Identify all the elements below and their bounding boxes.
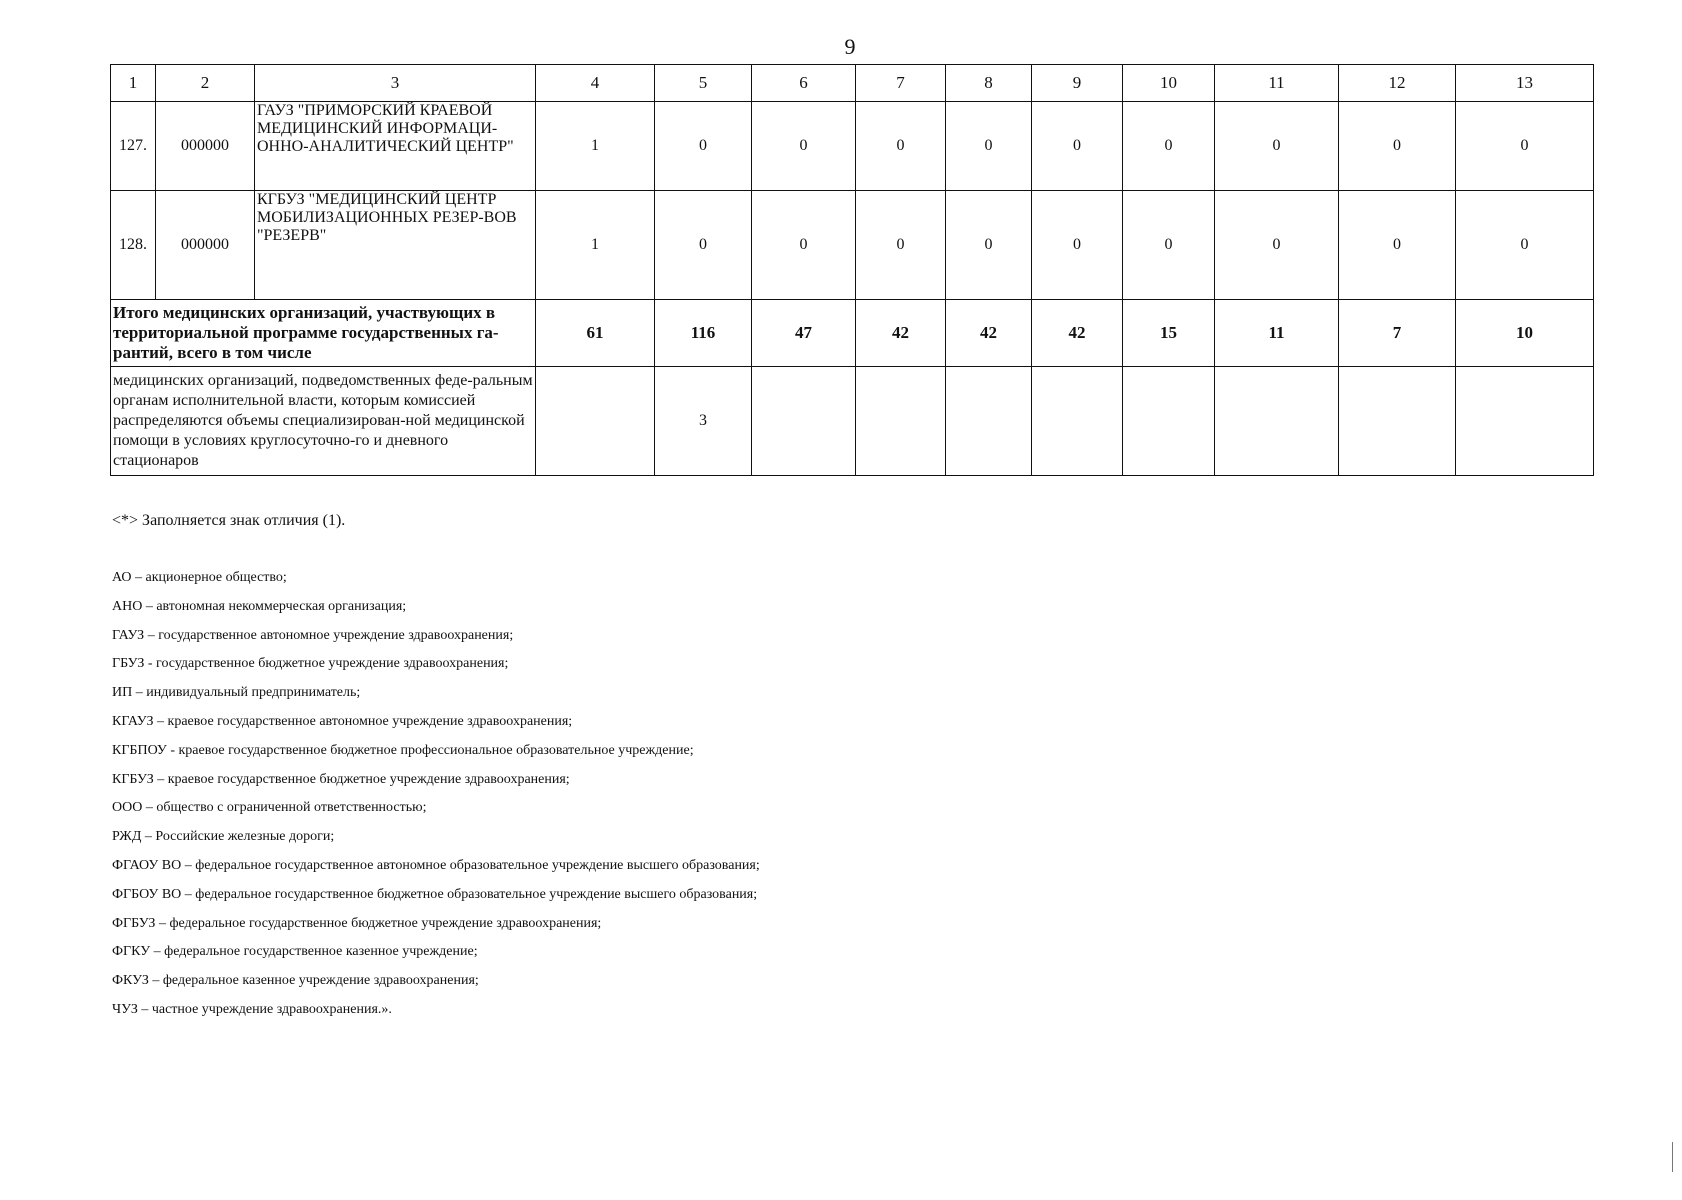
abbreviation-item: ФГБУЗ – федеральное государственное бюджетное учреждение здравоохранения; (112, 915, 602, 931)
column-number-cell: 11 (1215, 65, 1339, 102)
total-value-cell: 42 (1032, 300, 1123, 367)
total-value-cell: 15 (1123, 300, 1215, 367)
federal-value-cell (946, 367, 1032, 476)
federal-value-cell (1123, 367, 1215, 476)
column-number-cell: 7 (856, 65, 946, 102)
value-cell: 0 (1032, 191, 1123, 300)
column-number-cell: 10 (1123, 65, 1215, 102)
value-cell: 0 (1215, 102, 1339, 191)
abbreviation-item: ФГАОУ ВО – федеральное государственное автономное образовательное учреждение высшего образования; (112, 857, 760, 873)
column-number-cell: 2 (156, 65, 255, 102)
value-cell: 0 (946, 102, 1032, 191)
value-cell: 0 (1032, 102, 1123, 191)
federal-value-cell (536, 367, 655, 476)
value-cell: 0 (1215, 191, 1339, 300)
org-code-cell: 000000 (156, 102, 255, 191)
column-number-cell: 1 (111, 65, 156, 102)
abbreviation-item: ГАУЗ – государственное автономное учреждение здравоохранения; (112, 627, 514, 643)
abbreviation-item: ИП – индивидуальный предприниматель; (112, 685, 361, 701)
value-cell: 0 (655, 191, 752, 300)
value-cell: 1 (536, 102, 655, 191)
abbreviation-item: АНО – автономная некоммерческая организация; (112, 598, 407, 614)
total-value-cell: 42 (856, 300, 946, 367)
footnote: <*> Заполняется знак отличия (1). (112, 512, 346, 529)
value-cell: 0 (1339, 191, 1456, 300)
value-cell: 0 (655, 102, 752, 191)
federal-value-cell (1032, 367, 1123, 476)
total-row (111, 300, 1594, 367)
column-number-cell: 6 (752, 65, 856, 102)
total-value-cell: 47 (752, 300, 856, 367)
value-cell: 0 (1339, 102, 1456, 191)
abbreviation-item: КГАУЗ – краевое государственное автономное учреждение здравоохранения; (112, 713, 573, 729)
total-value-cell: 116 (655, 300, 752, 367)
column-number-cell: 9 (1032, 65, 1123, 102)
abbreviation-item: РЖД – Российские железные дороги; (112, 829, 335, 845)
total-value-cell: 10 (1456, 300, 1594, 367)
value-cell: 0 (752, 191, 856, 300)
org-name-cell: КГБУЗ "МЕДИЦИНСКИЙ ЦЕНТР МОБИЛИЗАЦИОННЫХ РЕЗЕР-ВОВ "РЕЗЕРВ" (255, 191, 536, 300)
federal-value-cell: 3 (655, 367, 752, 476)
table-row (111, 191, 1594, 300)
column-number-cell: 13 (1456, 65, 1594, 102)
abbreviation-item: ФКУЗ – федеральное казенное учреждение здравоохранения; (112, 973, 479, 989)
column-number-cell: 5 (655, 65, 752, 102)
column-number-cell: 3 (255, 65, 536, 102)
total-value-cell: 7 (1339, 300, 1456, 367)
federal-value-cell (1215, 367, 1339, 476)
federal-value-cell (752, 367, 856, 476)
federal-label: медицинских организаций, подведомственных феде-ральным органам исполнительной власти, которым комиссией распределяются объемы специализирован-ной медицинской помощи в условиях круглосуточно-го и дневного стационаров (111, 367, 536, 476)
abbreviation-item: ФГБОУ ВО – федеральное государственное бюджетное образовательное учреждение высшего образования; (112, 886, 758, 902)
row-number-cell: 127. (111, 102, 156, 191)
value-cell: 0 (1123, 102, 1215, 191)
organizations-table (110, 64, 1594, 476)
abbreviations-list (112, 564, 760, 1025)
abbreviation-item: ФГКУ – федеральное государственное казенное учреждение; (112, 944, 478, 960)
value-cell: 1 (536, 191, 655, 300)
value-cell: 0 (1123, 191, 1215, 300)
total-value-cell: 42 (946, 300, 1032, 367)
abbreviation-item: КГБУЗ – краевое государственное бюджетное учреждение здравоохранения; (112, 771, 570, 787)
federal-value-cell (856, 367, 946, 476)
total-label: Итого медицинских организаций, участвующих в территориальной программе государственных га-рантий, всего в том числе (111, 300, 536, 367)
value-cell: 0 (856, 191, 946, 300)
abbreviation-item: АО – акционерное общество; (112, 570, 287, 585)
scan-edge-mark (1672, 1142, 1673, 1172)
abbreviation-item: КГБПОУ - краевое государственное бюджетное профессиональное образовательное учреждение; (112, 742, 694, 758)
federal-row (111, 367, 1594, 476)
table-header-row (111, 65, 1594, 102)
abbreviation-item: ООО – общество с ограниченной ответственностью; (112, 800, 427, 816)
table-row (111, 102, 1594, 191)
column-number-cell: 8 (946, 65, 1032, 102)
total-value-cell: 11 (1215, 300, 1339, 367)
column-number-cell: 12 (1339, 65, 1456, 102)
total-value-cell: 61 (536, 300, 655, 367)
row-number-cell: 128. (111, 191, 156, 300)
org-code-cell: 000000 (156, 191, 255, 300)
abbreviation-item: ЧУЗ – частное учреждение здравоохранения.». (112, 1001, 392, 1017)
federal-value-cell (1456, 367, 1594, 476)
value-cell: 0 (856, 102, 946, 191)
value-cell: 0 (1456, 191, 1594, 300)
federal-value-cell (1339, 367, 1456, 476)
value-cell: 0 (946, 191, 1032, 300)
column-number-cell: 4 (536, 65, 655, 102)
value-cell: 0 (752, 102, 856, 191)
org-name-cell: ГАУЗ "ПРИМОРСКИЙ КРАЕВОЙ МЕДИЦИНСКИЙ ИНФОРМАЦИ-ОННО-АНАЛИТИЧЕСКИЙ ЦЕНТР" (255, 102, 536, 191)
value-cell: 0 (1456, 102, 1594, 191)
abbreviation-item: ГБУЗ - государственное бюджетное учреждение здравоохранения; (112, 656, 509, 672)
page-number: 9 (844, 34, 856, 59)
